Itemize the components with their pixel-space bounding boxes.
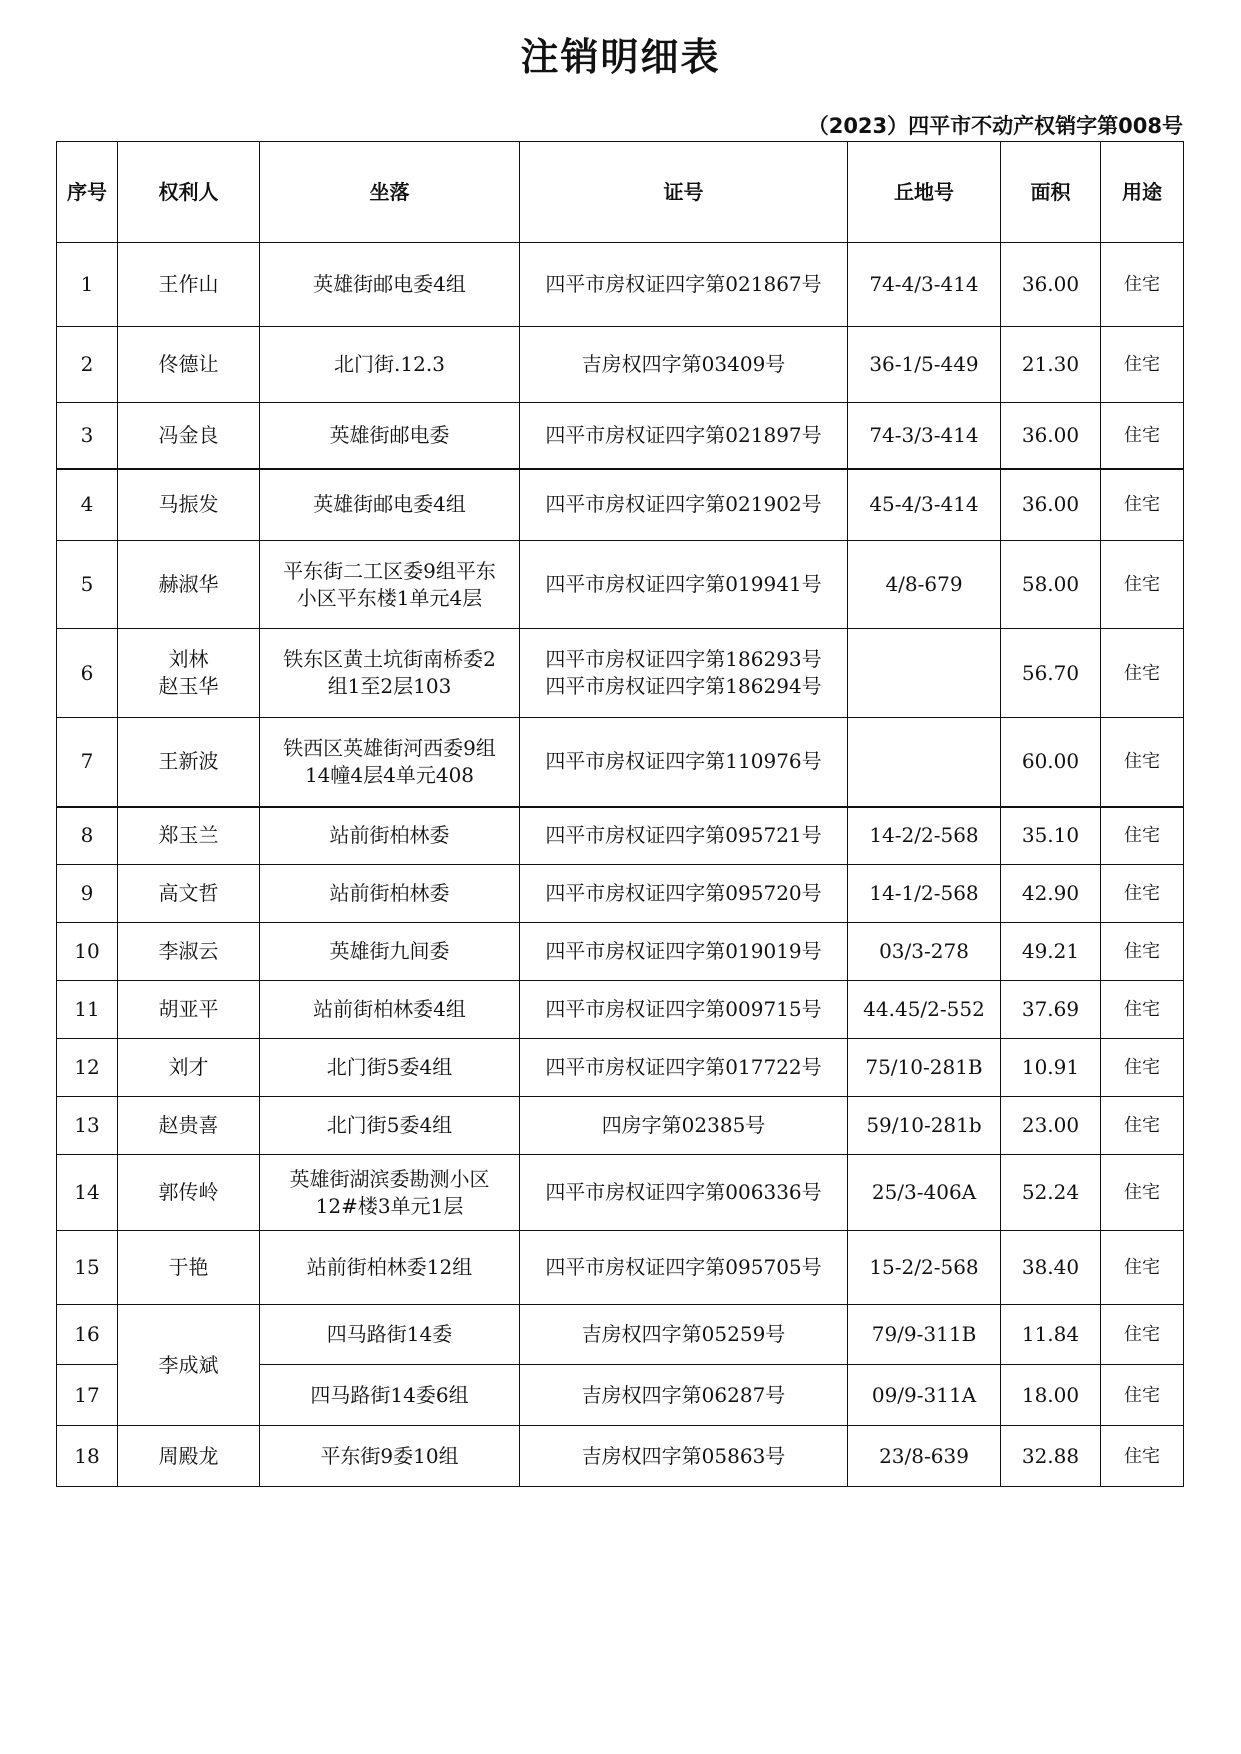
cell-cert: 四平市房权证四字第006336号	[520, 1155, 848, 1231]
cell-location: 站前街柏林委4组	[260, 981, 520, 1039]
cell-owner: 马振发	[118, 469, 260, 541]
cell-parcel: 74-4/3-414	[848, 243, 1001, 327]
location-line: 12#楼3单元1层	[315, 1193, 464, 1218]
cell-seq: 15	[57, 1231, 118, 1305]
cell-parcel: 79/9-311B	[848, 1305, 1001, 1365]
cell-cert: 吉房权四字第05863号	[520, 1426, 848, 1487]
page-title: 注销明细表	[520, 35, 721, 79]
cell-owner: 王作山	[118, 243, 260, 327]
cell-parcel: 44.45/2-552	[848, 981, 1001, 1039]
cell-seq: 12	[57, 1039, 118, 1097]
table-row	[57, 1426, 1184, 1487]
document-number: （2023）四平市不动产权销字第008号	[807, 114, 1183, 138]
cell-parcel: 23/8-639	[848, 1426, 1001, 1487]
cell-parcel: 14-1/2-568	[848, 865, 1001, 923]
cell-cert: 四平市房权证四字第021897号	[520, 403, 848, 469]
cell-seq: 14	[57, 1155, 118, 1231]
cell-cert: 吉房权四字第05259号	[520, 1305, 848, 1365]
cell-seq: 16	[57, 1305, 118, 1365]
header-owner: 权利人	[118, 142, 260, 243]
cell-location: 北门街5委4组	[260, 1097, 520, 1155]
cell-use: 住宅	[1101, 243, 1184, 327]
cell-parcel	[848, 629, 1001, 718]
cell-area: 37.69	[1001, 981, 1101, 1039]
cell-owner: 赵贵喜	[118, 1097, 260, 1155]
cell-area: 38.40	[1001, 1231, 1101, 1305]
cell-use: 住宅	[1101, 1039, 1184, 1097]
cell-cert: 四平市房权证四字第021867号	[520, 243, 848, 327]
cell-parcel	[848, 718, 1001, 807]
owner-line: 刘林	[168, 647, 209, 671]
cell-area: 35.10	[1001, 807, 1101, 865]
cell-use: 住宅	[1101, 629, 1184, 718]
cert-line: 四平市房权证四字第186293号	[545, 647, 822, 671]
cell-seq: 10	[57, 923, 118, 981]
cell-cert: 四房字第02385号	[520, 1097, 848, 1155]
cell-seq: 2	[57, 327, 118, 403]
cell-seq: 7	[57, 718, 118, 807]
cell-parcel: 14-2/2-568	[848, 807, 1001, 865]
table-row	[57, 403, 1184, 469]
cell-parcel: 09/9-311A	[848, 1365, 1001, 1426]
cell-parcel: 15-2/2-568	[848, 1231, 1001, 1305]
cell-use: 住宅	[1101, 403, 1184, 469]
cell-use: 住宅	[1101, 865, 1184, 923]
cell-location: 英雄街邮电委	[260, 403, 520, 469]
cell-location: 四马路街14委	[260, 1305, 520, 1365]
cell-area: 56.70	[1001, 629, 1101, 718]
cell-location: 平东街9委10组	[260, 1426, 520, 1487]
cell-seq: 5	[57, 541, 118, 629]
cell-use: 住宅	[1101, 1231, 1184, 1305]
cell-use: 住宅	[1101, 1365, 1184, 1426]
table-row	[57, 1155, 1184, 1231]
cell-cert: 四平市房权证四字第095705号	[520, 1231, 848, 1305]
cell-location: 北门街5委4组	[260, 1039, 520, 1097]
cell-area: 18.00	[1001, 1365, 1101, 1426]
cell-area: 21.30	[1001, 327, 1101, 403]
cell-owner	[118, 629, 260, 718]
table-row	[57, 1039, 1184, 1097]
table-row	[57, 923, 1184, 981]
location-line: 14幢4层4单元408	[304, 762, 475, 787]
cell-area: 32.88	[1001, 1426, 1101, 1487]
cell-location: 英雄街九间委	[260, 923, 520, 981]
table-row	[57, 243, 1184, 327]
cell-seq: 13	[57, 1097, 118, 1155]
cell-area: 49.21	[1001, 923, 1101, 981]
cell-seq: 8	[57, 807, 118, 865]
cell-area: 58.00	[1001, 541, 1101, 629]
cell-area: 60.00	[1001, 718, 1101, 807]
table-row	[57, 718, 1184, 807]
cell-use: 住宅	[1101, 981, 1184, 1039]
cell-area: 36.00	[1001, 403, 1101, 469]
cell-owner: 冯金良	[118, 403, 260, 469]
cell-use: 住宅	[1101, 718, 1184, 807]
cell-cert: 吉房权四字第03409号	[520, 327, 848, 403]
table-row	[57, 981, 1184, 1039]
cell-use: 住宅	[1101, 1097, 1184, 1155]
cell-parcel: 75/10-281B	[848, 1039, 1001, 1097]
cell-parcel: 36-1/5-449	[848, 327, 1001, 403]
cell-use: 住宅	[1101, 1305, 1184, 1365]
cell-owner: 佟德让	[118, 327, 260, 403]
cell-seq: 4	[57, 469, 118, 541]
cell-area: 42.90	[1001, 865, 1101, 923]
header-area: 面积	[1001, 142, 1101, 243]
cell-location: 站前街柏林委	[260, 865, 520, 923]
cell-location	[260, 1155, 520, 1231]
cell-parcel: 45-4/3-414	[848, 469, 1001, 541]
cell-cert: 四平市房权证四字第009715号	[520, 981, 848, 1039]
cell-location	[260, 629, 520, 718]
cert-line: 四平市房权证四字第186294号	[545, 674, 822, 698]
table-row	[57, 1231, 1184, 1305]
cell-owner: 郑玉兰	[118, 807, 260, 865]
cell-cert: 四平市房权证四字第095720号	[520, 865, 848, 923]
location-line: 铁东区黄土坑街南桥委2	[283, 647, 496, 671]
cell-seq: 18	[57, 1426, 118, 1487]
header-parcel: 丘地号	[848, 142, 1001, 243]
table-row	[57, 327, 1184, 403]
cell-cert: 四平市房权证四字第021902号	[520, 469, 848, 541]
cell-location: 北门街.12.3	[260, 327, 520, 403]
header-use: 用途	[1101, 142, 1184, 243]
cell-seq: 1	[57, 243, 118, 327]
cell-seq: 3	[57, 403, 118, 469]
cell-area: 52.24	[1001, 1155, 1101, 1231]
header-location: 坐落	[260, 142, 520, 243]
table-row	[57, 469, 1184, 541]
cell-use: 住宅	[1101, 807, 1184, 865]
cell-area: 23.00	[1001, 1097, 1101, 1155]
cell-owner: 王新波	[118, 718, 260, 807]
cell-area: 11.84	[1001, 1305, 1101, 1365]
cell-use: 住宅	[1101, 327, 1184, 403]
cell-parcel: 74-3/3-414	[848, 403, 1001, 469]
cell-seq: 9	[57, 865, 118, 923]
cell-owner: 李淑云	[118, 923, 260, 981]
table-row	[57, 807, 1184, 865]
cell-cert: 四平市房权证四字第019941号	[520, 541, 848, 629]
location-line: 组1至2层103	[327, 674, 452, 698]
cell-seq: 17	[57, 1365, 118, 1426]
location-line: 英雄街湖滨委勘测小区	[289, 1166, 490, 1191]
cell-cert: 四平市房权证四字第017722号	[520, 1039, 848, 1097]
cancellation-table	[56, 141, 1184, 1487]
cell-area: 36.00	[1001, 469, 1101, 541]
location-line: 平东街二工区委9组平东	[283, 558, 496, 583]
table-row	[57, 541, 1184, 629]
cell-seq: 6	[57, 629, 118, 718]
cell-use: 住宅	[1101, 1426, 1184, 1487]
cell-location: 英雄街邮电委4组	[260, 469, 520, 541]
owner-line: 赵玉华	[158, 674, 219, 698]
cell-owner: 李成斌	[118, 1305, 260, 1426]
cell-parcel: 59/10-281b	[848, 1097, 1001, 1155]
cell-location	[260, 718, 520, 807]
cell-use: 住宅	[1101, 541, 1184, 629]
cell-cert: 四平市房权证四字第095721号	[520, 807, 848, 865]
cell-location: 站前街柏林委12组	[260, 1231, 520, 1305]
cell-owner: 于艳	[118, 1231, 260, 1305]
table-row	[57, 865, 1184, 923]
cell-use: 住宅	[1101, 923, 1184, 981]
table-row	[57, 1305, 1184, 1365]
cell-location: 站前街柏林委	[260, 807, 520, 865]
cell-parcel: 03/3-278	[848, 923, 1001, 981]
cell-owner: 胡亚平	[118, 981, 260, 1039]
cell-location: 四马路街14委6组	[260, 1365, 520, 1426]
table-row	[57, 1097, 1184, 1155]
cell-parcel: 25/3-406A	[848, 1155, 1001, 1231]
cell-owner: 高文哲	[118, 865, 260, 923]
cell-seq: 11	[57, 981, 118, 1039]
cell-location	[260, 541, 520, 629]
location-line: 小区平东楼1单元4层	[296, 585, 483, 610]
cell-cert	[520, 629, 848, 718]
cell-owner: 赫淑华	[118, 541, 260, 629]
header-seq: 序号	[57, 142, 118, 243]
location-line: 铁西区英雄街河西委9组	[283, 735, 496, 760]
cell-parcel: 4/8-679	[848, 541, 1001, 629]
cell-area: 10.91	[1001, 1039, 1101, 1097]
cell-owner: 郭传岭	[118, 1155, 260, 1231]
cell-cert: 四平市房权证四字第019019号	[520, 923, 848, 981]
cell-owner: 刘才	[118, 1039, 260, 1097]
cell-use: 住宅	[1101, 469, 1184, 541]
cell-cert: 吉房权四字第06287号	[520, 1365, 848, 1426]
cell-use: 住宅	[1101, 1155, 1184, 1231]
cell-owner: 周殿龙	[118, 1426, 260, 1487]
cell-cert: 四平市房权证四字第110976号	[520, 718, 848, 807]
table-row	[57, 629, 1184, 718]
table-header-row	[57, 142, 1184, 243]
header-cert: 证号	[520, 142, 848, 243]
cell-area: 36.00	[1001, 243, 1101, 327]
cell-location: 英雄街邮电委4组	[260, 243, 520, 327]
